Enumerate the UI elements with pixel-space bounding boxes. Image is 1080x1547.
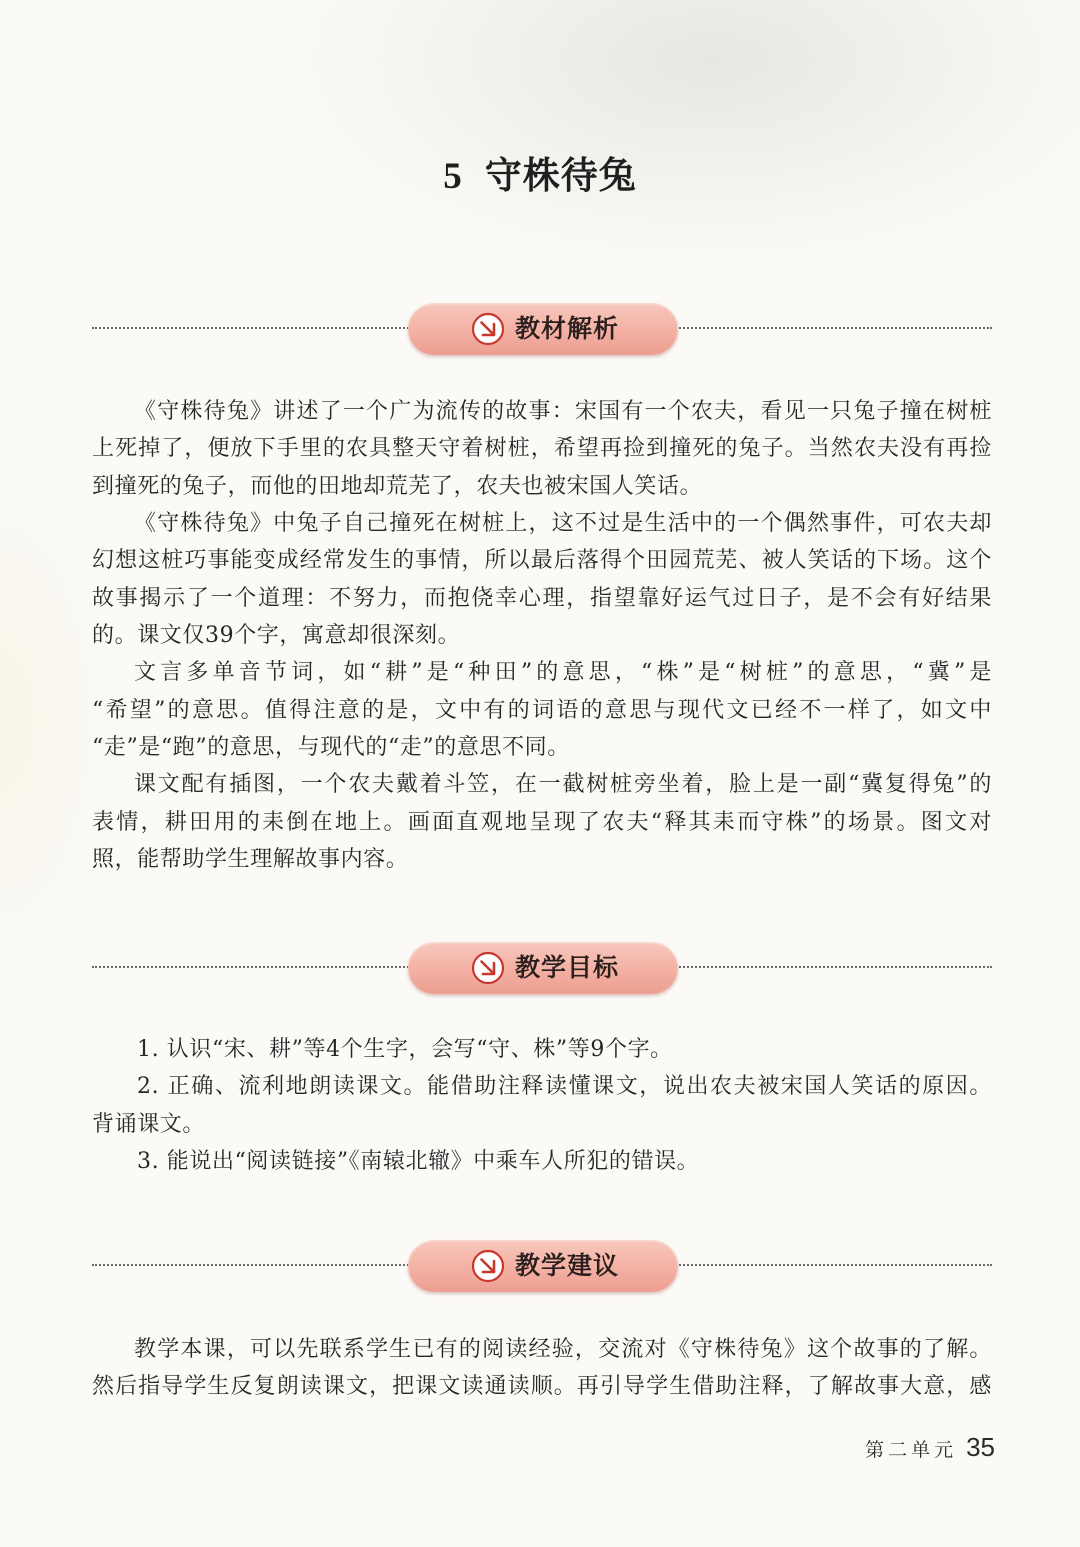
paragraph (92, 393, 992, 505)
page-footer (865, 1430, 995, 1464)
section-heading-teaching-goals (92, 942, 992, 994)
goals-list (92, 1031, 992, 1180)
text-line: 表情，耕田用的耒倒在地上。画面直观地呈现了农夫“释其耒而守株”的场景。图文对 (92, 809, 992, 835)
suggestions-body (92, 1331, 992, 1406)
paragraph (92, 654, 992, 766)
arrow-down-right-icon (471, 1249, 505, 1283)
page-number: 35 (966, 1432, 995, 1462)
paragraph (92, 1331, 992, 1406)
analysis-body (92, 393, 992, 878)
text-line: 《守株待兔》讲述了一个广为流传的故事：宋国有一个农夫，看见一只兔子撞在树桩 (134, 399, 992, 424)
paragraph (92, 766, 992, 878)
text-line: 上死掉了，便放下手里的农具整天守着树桩，希望再捡到撞死的兔子。当然农夫没有再捡 (92, 436, 992, 462)
heading-pill (408, 1240, 678, 1292)
arrow-down-right-icon (471, 951, 505, 985)
section-heading-label: 教学目标 (515, 953, 620, 982)
text-line: “走”是“跑”的意思，与现代的“走”的意思不同。 (92, 734, 570, 760)
text-line: 然后指导学生反复朗读课文，把课文读通读顺。再引导学生借助注释，了解故事大意，感 (92, 1374, 992, 1400)
text-line: 的。课文仅39个字，寓意却很深刻。 (92, 622, 461, 648)
text-line: 故事揭示了一个道理：不努力，而抱侥幸心理，指望靠好运气过日子，是不会有好结果 (92, 585, 992, 611)
lesson-title: 守株待兔 (484, 153, 637, 197)
section-heading-teaching-suggestions (92, 1240, 992, 1292)
text-line: 幻想这桩巧事能变成经常发生的事情，所以最后落得个田园荒芜、被人笑话的下场。这个 (92, 548, 992, 574)
text-line: 文言多单音节词，如“耕”是“种田”的意思，“株”是“树桩”的意思，“冀”是 (134, 660, 992, 686)
section-heading-label: 教材解析 (515, 314, 620, 343)
list-item (92, 1143, 992, 1180)
arrow-down-right-icon (471, 312, 505, 346)
text-line: 到撞死的兔子，而他的田地却荒芜了，农夫也被宋国人笑话。 (92, 473, 703, 499)
lesson-number: 5 (443, 156, 463, 197)
list-item (92, 1068, 992, 1143)
text-line: 教学本课，可以先联系学生已有的阅读经验，交流对《守株待兔》这个故事的了解。 (134, 1337, 992, 1362)
unit-label: 第二单元 (865, 1439, 958, 1461)
heading-pill (408, 303, 678, 355)
text-line: 《守株待兔》中兔子自己撞死在树桩上，这不过是生活中的一个偶然事件，可农夫却 (134, 510, 992, 536)
text-line: 1. 认识“宋、耕”等4个生字，会写“守、株”等9个字。 (137, 1037, 673, 1062)
text-line: 背诵课文。 (92, 1111, 206, 1137)
list-item (92, 1031, 992, 1068)
text-line: “希望”的意思。值得注意的是，文中有的词语的意思与现代文已经不一样了，如文中 (92, 697, 992, 723)
text-line: 课文配有插图，一个农夫戴着斗笠，在一截树桩旁坐着，脸上是一副“冀复得兔”的 (134, 772, 992, 798)
page-title (0, 148, 1080, 202)
section-heading-label: 教学建议 (515, 1251, 620, 1280)
paragraph (92, 505, 992, 654)
text-line: 2. 正确、流利地朗读课文。能借助注释读懂课文，说出农夫被宋国人笑话的原因。 (137, 1074, 992, 1100)
section-heading-textbook-analysis (92, 303, 992, 355)
text-line: 照，能帮助学生理解故事内容。 (92, 846, 409, 872)
text-line: 3. 能说出“阅读链接”《南辕北辙》中乘车人所犯的错误。 (137, 1148, 700, 1174)
heading-pill (408, 942, 678, 994)
